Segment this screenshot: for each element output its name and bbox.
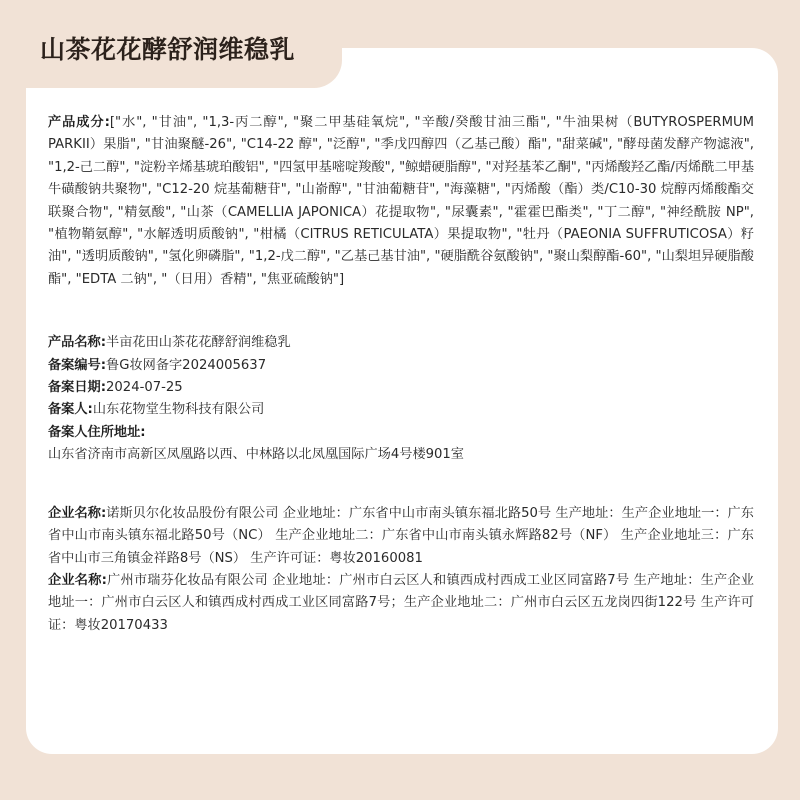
record-number-label: 备案编号: bbox=[48, 357, 107, 373]
record-date-label: 备案日期: bbox=[48, 380, 107, 396]
registrant-value: 山东花物堂生物科技有限公司 bbox=[92, 402, 265, 418]
info-content bbox=[48, 112, 754, 637]
registrant-address-label-row bbox=[48, 422, 754, 444]
company-2-section bbox=[48, 570, 754, 637]
registrant-row bbox=[48, 399, 754, 421]
company-1-section bbox=[48, 503, 754, 570]
ingredients-value: ["水", "甘油", "1,3-丙二醇", "聚二甲基硅氧烷", "辛酸/癸酸甘油三酯", "牛油果树（BUTYROSPERMUM PARKII）果脂", "甘油聚醚-26", "C14-22 醇", "泛醇", "季戊四醇四（乙基己酸）酯", "甜菜碱", "酵母菌发酵产物滤液", "1,2-己二醇", "淀粉辛烯基琥珀酸铝", "四氢甲基嘧啶羧酸", "鲸蜡硬脂醇", "对羟基苯乙酮", "丙烯酸羟乙酯/丙烯酰二甲基牛磺酸钠共聚物", "C12-20 烷基葡糖苷", "山嵛醇", "甘油葡糖苷", "海藻糖", "丙烯酸（酯）类/C10-30 烷醇丙烯酸酯交联聚合物", "精氨酸", "山茶（CAMELLIA JAPONICA）花提取物", "尿囊素", "霍霍巴酯类", "丁二醇", "神经酰胺 NP", "植物鞘氨醇", "水解透明质酸钠", "柑橘（CITRUS RETICULATA）果提取物", "牡丹（PAEONIA SUFFRUTICOSA）籽油", "透明质酸钠", "氢化卵磷脂", "1,2-戊二醇", "乙基己基甘油", "硬脂酰谷氨酸钠", "聚山梨醇酯-60", "山梨坦异硬脂酸酯", "EDTA 二钠", "（日用）香精", "焦亚硫酸钠"] bbox=[48, 115, 755, 287]
record-number-value: 鲁G妆网备字2024005637 bbox=[106, 357, 267, 373]
record-number-row bbox=[48, 355, 754, 377]
registrant-address-value: 山东省济南市高新区凤凰路以西、中林路以北凤凰国际广场4号楼901室 bbox=[48, 447, 464, 463]
company-1-value: 诺斯贝尔化妆品股份有限公司 企业地址：广东省中山市南头镇东福北路50号 生产地址：生产企业地址一：广东省中山市南头镇东福北路50号（NC） 生产企业地址二：广东省中山市南头镇永辉路82号（NF） 生产企业地址三：广东省中山市三角镇金祥路8号（NS） 生产许可证：粤妆20160081 bbox=[48, 505, 754, 566]
company-2-value: 广州市瑞芬化妆品有限公司 企业地址：广州市白云区人和镇西成村西成工业区同富路7号 生产地址：生产企业地址一：广州市白云区人和镇西成村西成工业区同富路7号；生产企业地址二：广州市白云区五龙岗四街122号 生产许可证：粤妆20170433 bbox=[48, 572, 754, 633]
ingredients-section bbox=[48, 112, 754, 291]
product-name-row bbox=[48, 332, 754, 354]
product-name-label: 产品名称: bbox=[48, 335, 107, 351]
product-name-value: 半亩花田山茶花花酵舒润维稳乳 bbox=[106, 335, 291, 351]
ingredients-label: 产品成分: bbox=[48, 115, 110, 130]
registrant-address-label: 备案人住所地址: bbox=[48, 424, 146, 440]
page-title: 山茶花花酵舒润维稳乳 bbox=[40, 35, 296, 64]
company-2-label: 企业名称: bbox=[48, 572, 107, 588]
registrant-address-value-row bbox=[48, 444, 754, 466]
registrant-label: 备案人: bbox=[48, 402, 93, 418]
company-1-label: 企业名称: bbox=[48, 505, 107, 521]
record-date-value: 2024-07-25 bbox=[106, 380, 183, 396]
record-date-row bbox=[48, 377, 754, 399]
